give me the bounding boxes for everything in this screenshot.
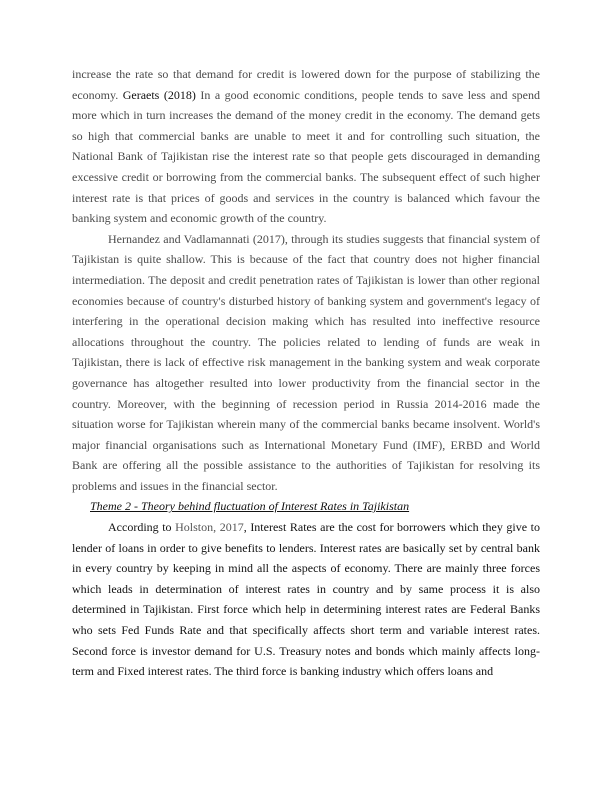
document-body — [72, 64, 540, 682]
paragraph-3 — [72, 517, 540, 682]
paragraph-1-text-b: In a good economic conditions, people tends to save less and spend more which in turn increases the demand of the money credit in the economy. The demand gets so high that commercial banks are unable to meet it and for controlling such situation, the National Bank of Tajikistan rise the interest rate so that people gets discouraged in demanding excessive credit or borrowing from the commercial banks. The subsequent effect of such higher interest rate is that prices of goods and services in the country is balanced which favour the banking system and economic growth of the country. — [72, 87, 540, 226]
paragraph-2-text: Hernandez and Vadlamannati (2017), through its studies suggests that financial system of Tajikistan is quite shallow. This is because of the fact that country does not higher financial intermediation. The deposit and credit penetration rates of Tajikistan is lower than other regional economies because of country's disturbed history of banking system and government's legacy of interfering in the operational decision making which has resulted into ineffective resource allocations throughout the country. The policies related to lending of funds are weak in Tajikistan, there is lack of effective risk management in the banking system and weak corporate governance has altogether resulted into lower productivity from the financial sector in the country. Moreover, with the beginning of recession period in Russia 2014-2016 made the situation worse for Tajikistan wherein many of the commercial banks became insolvent. World's major financial organisations such as International Monetary Fund (IMF), ERBD and World Bank are offering all the possible assistance to the authorities of Tajikistan for resolving its problems and issues in the financial sector. — [72, 231, 540, 493]
paragraph-3-text-a: According to — [108, 520, 176, 535]
paragraph-1 — [72, 64, 540, 229]
section-heading-theme-2: Theme 2 - Theory behind fluctuation of Interest Rates in Tajikistan — [90, 499, 410, 514]
paragraph-2 — [72, 229, 540, 497]
citation-geraets: Geraets (2018) — [122, 87, 196, 102]
citation-holston: Holston, 2017 — [175, 520, 244, 535]
paragraph-3-text-b: , Interest Rates are the cost for borrowers which they give to lender of loans in order to give benefits to lenders. Interest rates are basically set by central bank in every country by keeping in mind all the aspects of economy. There are mainly three forces which leads in determination of interest rates in country and by same process it is also determined in Tajikistan. First force which help in determining interest rates are Federal Banks who sets Fed Funds Rate and that specifically affects short term and variable interest rates. Second force is investor demand for U.S. Treasury notes and bonds which mainly affects long-term and Fixed interest rates. The third force is banking industry which offers loans and — [72, 520, 540, 679]
paragraph-1-text-a: increase the rate so that demand for credit is lowered down for the purpose of stabilizing the economy. — [72, 67, 540, 102]
